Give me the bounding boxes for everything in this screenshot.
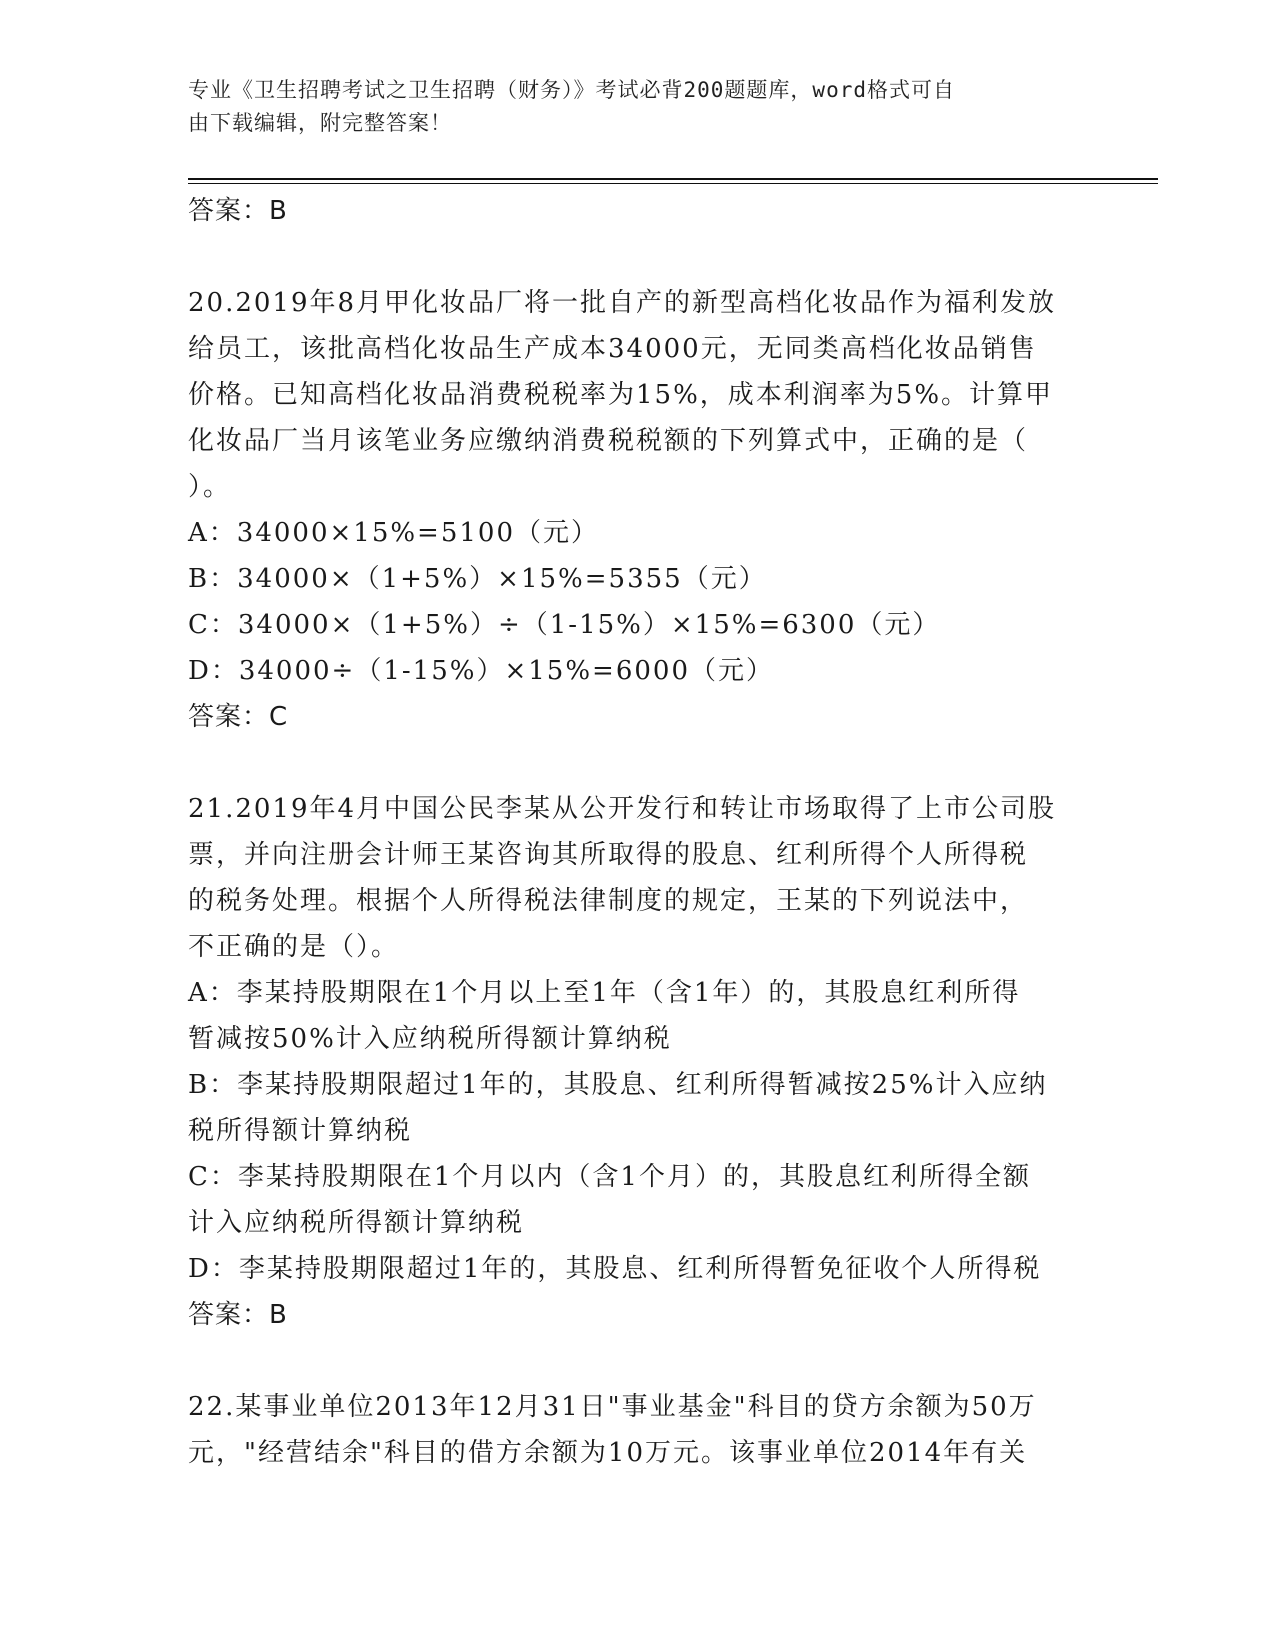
- question-text-line: 20.2019年8月甲化妆品厂将一批自产的新型高档化妆品作为福利发放: [188, 288, 1057, 318]
- question-text-line: 不正确的是（）。: [188, 932, 400, 962]
- header-divider-thin: [188, 183, 1158, 184]
- question-text-line: 化妆品厂当月该笔业务应缴纳消费税税额的下列算式中，正确的是（: [188, 426, 1029, 456]
- header-line-1: 专业《卫生招聘考试之卫生招聘（财务）》考试必背200题题库，word格式可自: [188, 78, 955, 102]
- question-20: [188, 280, 1088, 740]
- answer: 答案：C: [188, 702, 289, 732]
- question-text-line: 22.某事业单位2013年12月31日"事业基金"科目的贷方余额为50万: [188, 1392, 1037, 1422]
- question-text-line: 的税务处理。根据个人所得税法律制度的规定，王某的下列说法中，: [188, 886, 1029, 916]
- option-a: A：李某持股期限在1个月以上至1年（含1年）的，其股息红利所得: [188, 978, 1021, 1008]
- question-text-line: 给员工，该批高档化妆品生产成本34000元，无同类高档化妆品销售: [188, 334, 1037, 364]
- option-b: B：李某持股期限超过1年的，其股息、红利所得暂减按25%计入应纳: [188, 1070, 1048, 1100]
- previous-answer: 答案：B: [188, 196, 288, 226]
- question-21: [188, 786, 1088, 1338]
- question-22: [188, 1384, 1088, 1476]
- page-header: [188, 74, 1088, 140]
- question-text-line: 票，并向注册会计师王某咨询其所取得的股息、红利所得个人所得税: [188, 840, 1029, 870]
- answer: 答案：B: [188, 1300, 288, 1330]
- question-text-line: 价格。已知高档化妆品消费税税率为15%，成本利润率为5%。计算甲: [188, 380, 1054, 410]
- option-c-continued: 计入应纳税所得额计算纳税: [188, 1208, 525, 1238]
- question-text-line: 元，"经营结余"科目的借方余额为10万元。该事业单位2014年有关: [188, 1438, 1028, 1468]
- option-d: D：34000÷（1-15%）×15%=6000（元）: [188, 656, 774, 686]
- option-b-continued: 税所得额计算纳税: [188, 1116, 413, 1146]
- header-line-2: 由下载编辑，附完整答案！: [188, 111, 452, 135]
- header-divider-thick: [188, 178, 1158, 180]
- question-text-line: ）。: [188, 472, 232, 502]
- option-a-continued: 暂减按50%计入应纳税所得额计算纳税: [188, 1024, 672, 1054]
- spacer: [188, 1338, 1088, 1384]
- spacer: [188, 740, 1088, 786]
- option-d: D：李某持股期限超过1年的，其股息、红利所得暂免征收个人所得税: [188, 1254, 1042, 1284]
- option-c: C：李某持股期限在1个月以内（含1个月）的，其股息红利所得全额: [188, 1162, 1031, 1192]
- option-a: A：34000×15%=5100（元）: [188, 518, 600, 548]
- option-c: C：34000×（1+5%）÷（1-15%）×15%=6300（元）: [188, 610, 941, 640]
- spacer: [188, 234, 1088, 280]
- question-text-line: 21.2019年4月中国公民李某从公开发行和转让市场取得了上市公司股: [188, 794, 1057, 824]
- option-b: B：34000×（1+5%）×15%=5355（元）: [188, 564, 767, 594]
- question-content: [188, 188, 1088, 1476]
